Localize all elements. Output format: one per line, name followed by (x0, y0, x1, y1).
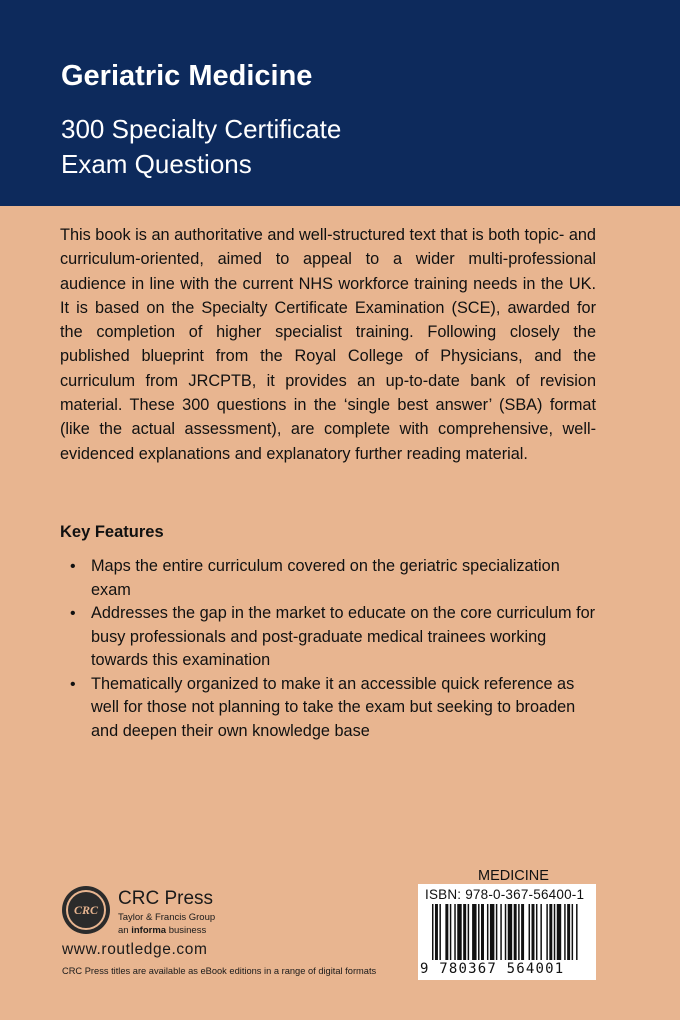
barcode-bar (546, 904, 547, 960)
barcode-bar (572, 904, 573, 960)
barcode-bar (468, 904, 469, 960)
informa-prefix: an (118, 925, 129, 936)
cover-header (0, 0, 680, 206)
barcode-bar (532, 904, 535, 960)
barcode-bar (518, 904, 519, 960)
barcode-bar (529, 904, 530, 960)
publisher-group: Taylor & Francis Group (118, 912, 216, 923)
book-subtitle (61, 112, 581, 182)
barcode-bar (505, 904, 506, 960)
barcode-bar (496, 904, 497, 960)
key-feature-item (70, 555, 600, 602)
barcode-box (418, 884, 596, 980)
barcode-bar (557, 904, 561, 960)
key-feature-item (70, 602, 600, 673)
key-feature-item (70, 673, 600, 744)
publisher-website[interactable]: www.routledge.com (62, 941, 208, 958)
barcode-bar (576, 904, 577, 960)
barcode-bar (508, 904, 512, 960)
informa-suffix: business (168, 925, 207, 936)
barcode-bar (521, 904, 524, 960)
informa-bold: informa (131, 925, 167, 936)
key-feature-text: Maps the entire curriculum covered on the geriatric specialization exam (91, 557, 560, 599)
publisher-informa-line (118, 925, 206, 936)
barcode-bar (450, 904, 451, 960)
crc-logo-icon (62, 886, 110, 934)
ebook-note: CRC Press titles are available as eBook editions in a range of digital formats (62, 966, 377, 976)
barcode-bar (490, 904, 494, 960)
barcode-bar (564, 904, 565, 960)
isbn-digits: 9 780367 564001 (420, 961, 565, 977)
bullet-icon: • (70, 558, 76, 575)
barcode-bar (554, 904, 555, 960)
barcode-bar (435, 904, 438, 960)
bullet-icon: • (70, 605, 76, 622)
barcode-bar (567, 904, 570, 960)
crc-logo-text: CRC (66, 890, 106, 930)
barcode-bar (500, 904, 501, 960)
barcode-bar (463, 904, 466, 960)
barcode-bar (472, 904, 476, 960)
barcode-bar (457, 904, 461, 960)
barcode-bar (454, 904, 455, 960)
barcode-bar (536, 904, 537, 960)
barcode-bar (439, 904, 440, 960)
subject-category: MEDICINE (478, 868, 549, 884)
subtitle-line-2: Exam Questions (61, 149, 252, 179)
book-description: This book is an authoritative and well-structured text that is both topic- and curriculum-oriented, aimed to appeal to a wider multi-professional audience in line with the current NHS workforce training needs in the UK. It is based on the Specialty Certificate Examination (SCE), awarded for the completion of higher specialist training. Following closely the published blueprint from the Royal College of Physicians, and the curriculum from JRCPTB, it provides an up-to-date bank of revision material. These 300 questions in the ‘single best answer’ (SBA) format (like the actual assessment), are complete with comprehensive, well-evidenced explanations and explanatory further reading material. (60, 226, 596, 463)
barcode-icon (432, 904, 582, 964)
barcode-bar (445, 904, 448, 960)
key-features-heading: Key Features (60, 523, 164, 541)
key-features-list (70, 555, 600, 743)
bullet-icon: • (70, 675, 76, 693)
barcode-bar (478, 904, 479, 960)
barcode-bar (540, 904, 541, 960)
key-feature-text: Thematically organized to make it an accessible quick reference as well for those not planning to take the exam but seeking to broaden and deepen their own knowledge base (91, 674, 576, 740)
key-feature-text: Addresses the gap in the market to educate on the core curriculum for busy professionals and post-graduate medical trainees working towards this examination (91, 604, 596, 669)
publisher-name: CRC Press (118, 888, 214, 909)
barcode-bar (487, 904, 488, 960)
subtitle-line-1: 300 Specialty Certificate (61, 114, 342, 144)
barcode-bar (514, 904, 517, 960)
barcode-bar (549, 904, 552, 960)
barcode-bar (432, 904, 433, 960)
isbn-label: ISBN: 978-0-367-56400-1 (425, 887, 585, 902)
book-title: Geriatric Medicine (61, 60, 313, 92)
barcode-bar (481, 904, 484, 960)
